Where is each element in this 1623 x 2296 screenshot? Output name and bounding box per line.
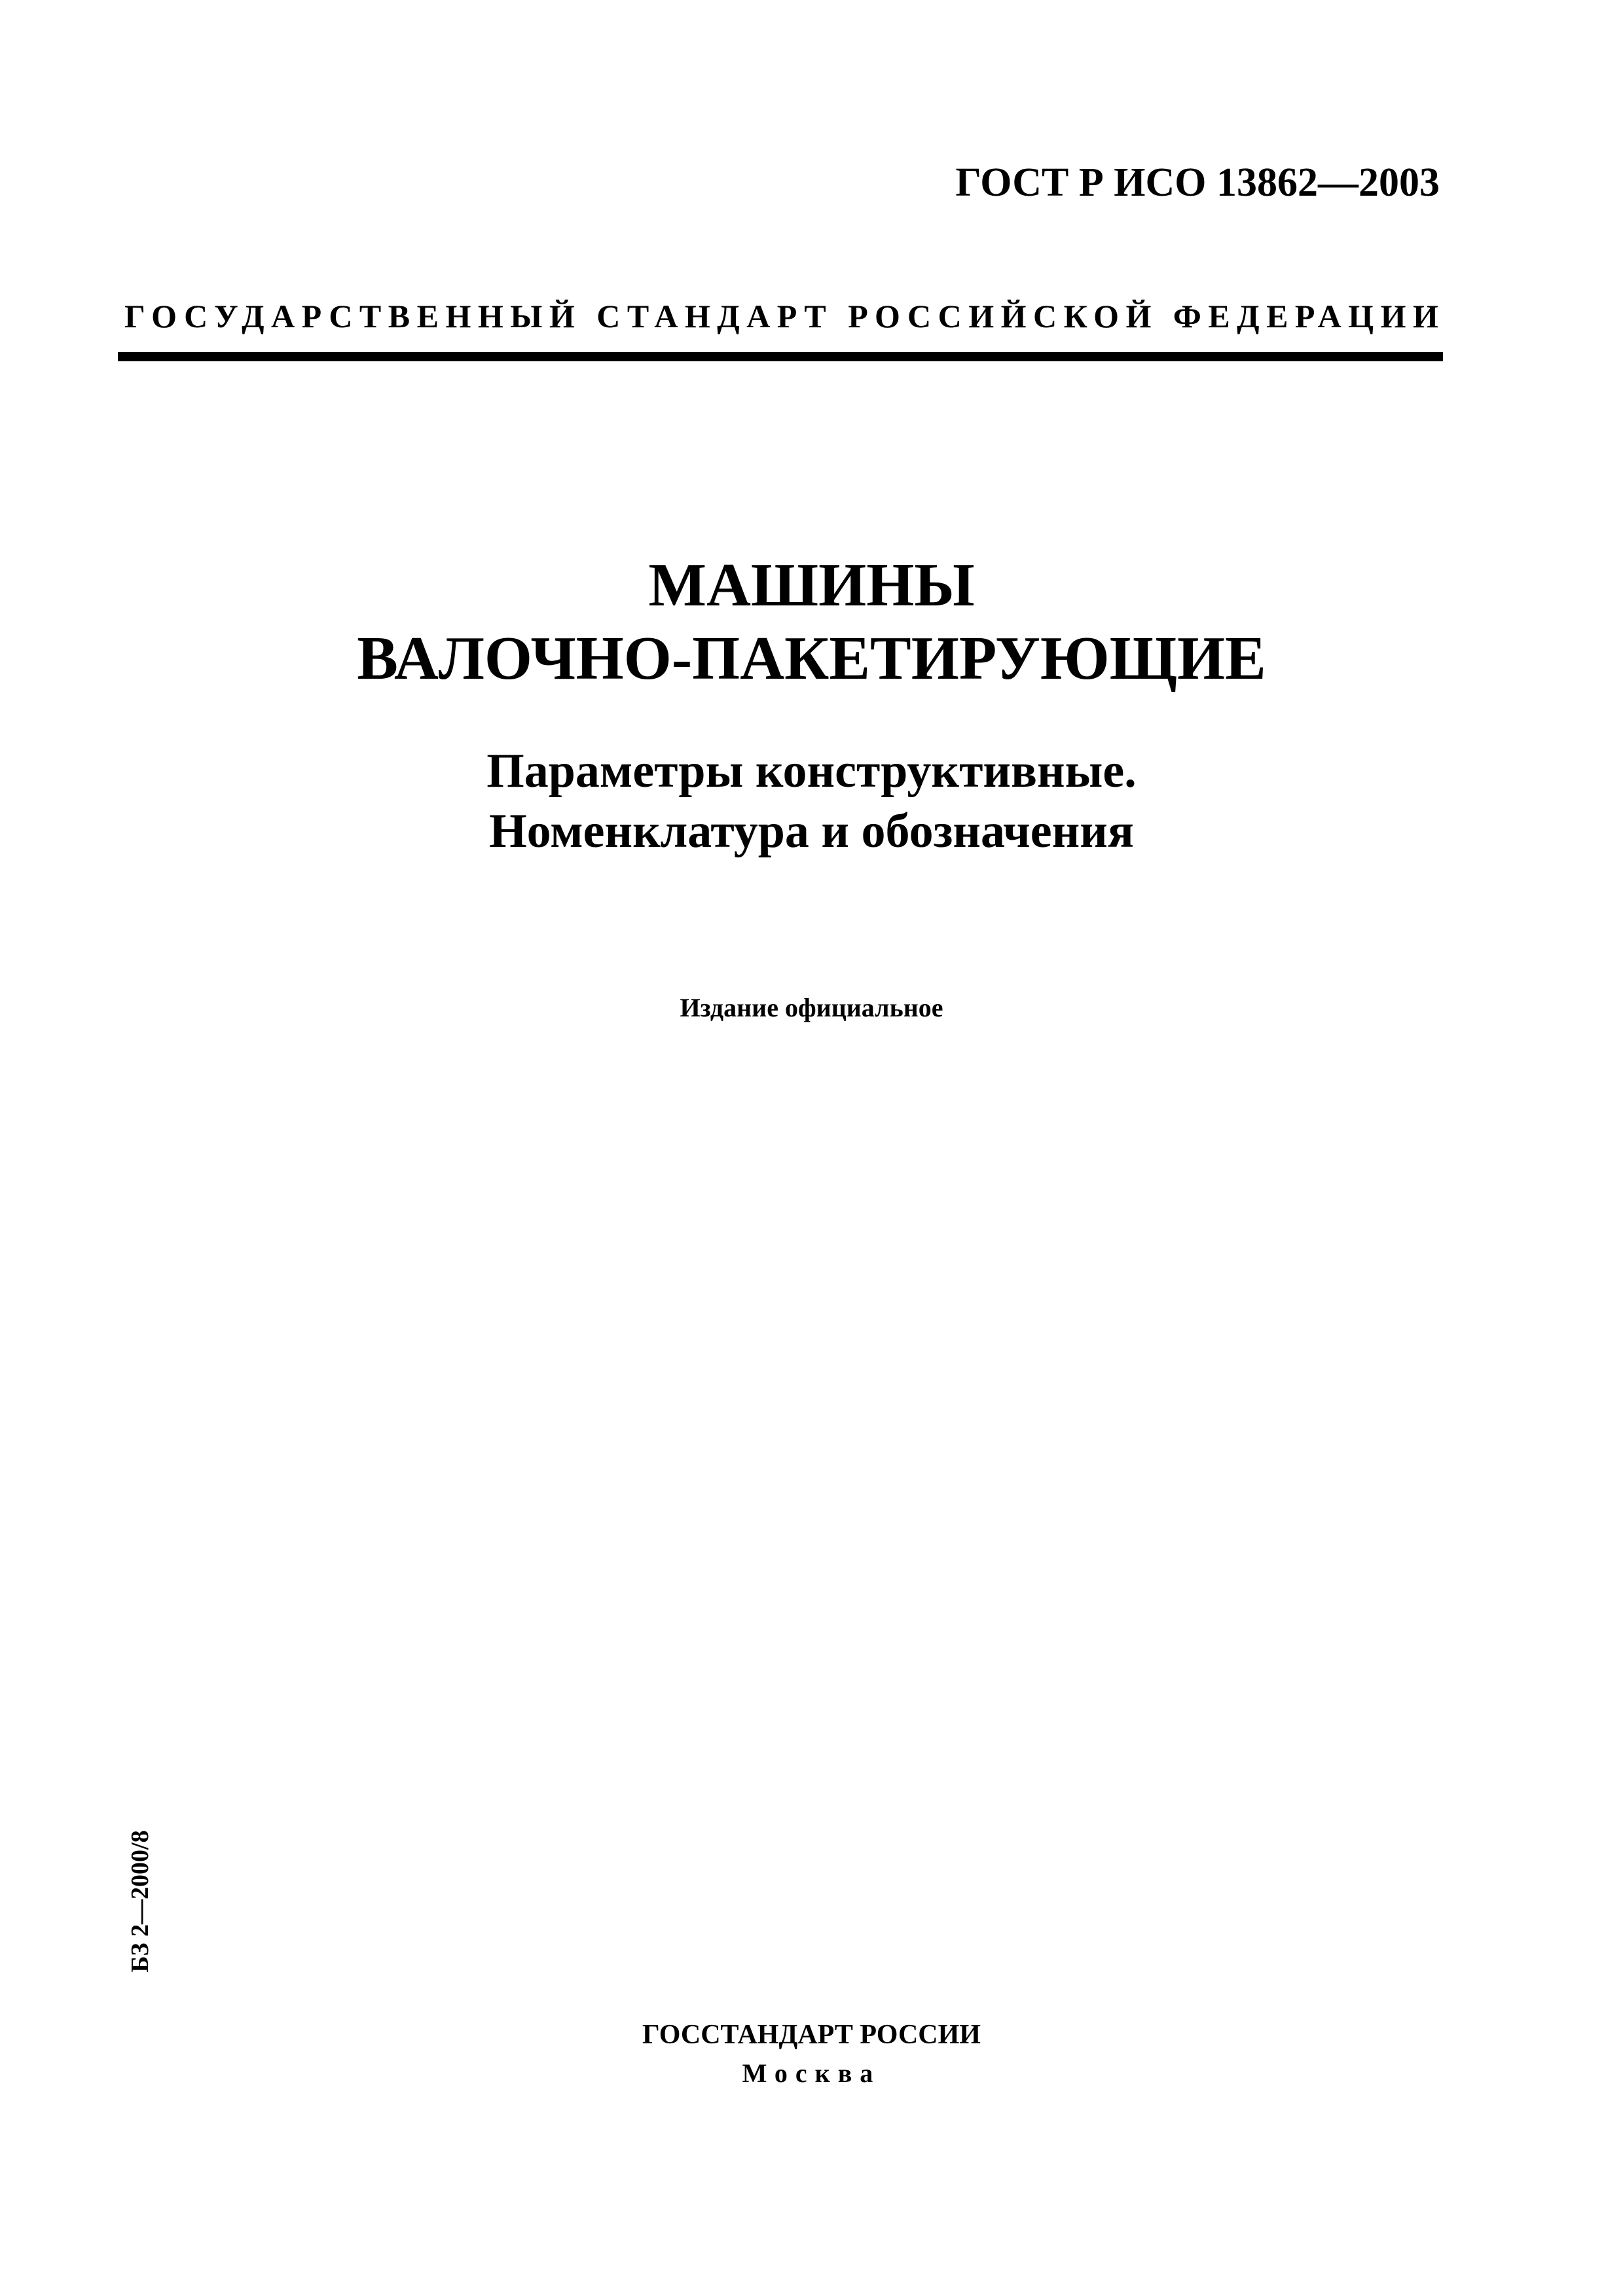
document-subtitle [0, 741, 1623, 861]
subtitle-line-1: Параметры конструктивные. [486, 744, 1137, 798]
header-rule [118, 352, 1443, 361]
title-line-2: ВАЛОЧНО-ПАКЕТИРУЮЩИЕ [357, 624, 1266, 692]
publisher-city: Москва [742, 2058, 881, 2088]
edition-label: Издание официальное [680, 993, 943, 1022]
standard-code: ГОСТ Р ИСО 13862—2003 [955, 160, 1440, 205]
document-title [0, 548, 1623, 695]
side-catalog-code: БЗ 2—2000/8 [126, 1830, 154, 1973]
publisher-name: ГОССТАНДАРТ РОССИИ [642, 2020, 981, 2050]
organization-heading: ГОСУДАРСТВЕННЫЙ СТАНДАРТ РОССИЙСКОЙ ФЕДЕРАЦИИ [124, 298, 1446, 334]
subtitle-line-2: Номенклатура и обозначения [489, 804, 1134, 858]
title-line-1: МАШИНЫ [648, 551, 975, 619]
